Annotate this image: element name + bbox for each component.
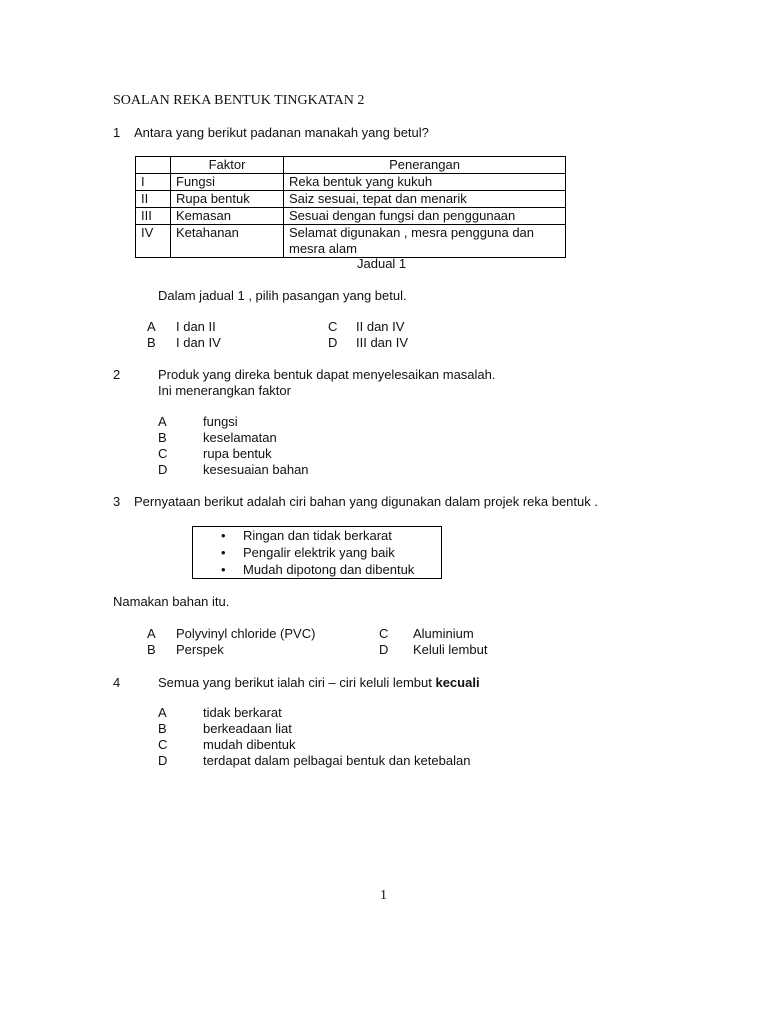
q3-option-text: Polyvinyl chloride (PVC) (176, 626, 316, 641)
q1-option-text: I dan II (176, 319, 216, 334)
bullet-list (193, 527, 441, 578)
table-header-cell: Faktor (171, 157, 284, 174)
q3-option-letter: B (147, 642, 156, 657)
q4-option-text: terdapat dalam pelbagai bentuk dan ketebalan (203, 753, 471, 768)
q3-option-letter: A (147, 626, 156, 641)
table-cell: Reka bentuk yang kukuh (284, 174, 566, 191)
q2-option-text: kesesuaian bahan (203, 462, 309, 477)
table-cell: Rupa bentuk (171, 191, 284, 208)
q4-option-letter: B (158, 721, 167, 736)
q1-option-letter: B (147, 335, 156, 350)
table-cell: Ketahanan (171, 225, 284, 258)
bullet-icon: • (221, 562, 226, 577)
q2-option-text: rupa bentuk (203, 446, 272, 461)
q2-option-text: keselamatan (203, 430, 277, 445)
table-header-cell (136, 157, 171, 174)
q4-option-letter: D (158, 753, 168, 768)
q4-text-main: Semua yang berikut ialah ciri – ciri keluli lembut (158, 675, 436, 690)
table-header-cell: Penerangan (284, 157, 566, 174)
table-cell: III (136, 208, 171, 225)
q3-number: 3 (113, 494, 121, 509)
q4-text-emphasis: kecuali (435, 675, 480, 690)
q2-text-line1: Produk yang direka bentuk dapat menyelesaikan masalah. (158, 367, 496, 382)
q4-option-text: mudah dibentuk (203, 737, 296, 752)
bullet-icon: • (221, 545, 226, 560)
q2-option-letter: D (158, 462, 168, 477)
table-caption: Jadual 1 (357, 256, 407, 271)
list-item (193, 561, 441, 578)
q1-option-letter: C (328, 319, 338, 334)
q3-option-letter: D (379, 642, 389, 657)
table-cell: Fungsi (171, 174, 284, 191)
list-item-text: Pengalir elektrik yang baik (243, 545, 395, 560)
list-item (193, 544, 441, 561)
q2-text-line2: Ini menerangkan faktor (158, 383, 291, 398)
q1-instruction: Dalam jadual 1 , pilih pasangan yang betul. (158, 288, 407, 303)
q2-option-letter: A (158, 414, 167, 429)
factor-table (135, 156, 566, 258)
q1-option-text: II dan IV (356, 319, 405, 334)
table-cell: Saiz sesuai, tepat dan menarik (284, 191, 566, 208)
q4-text (158, 675, 480, 691)
table-cell: IV (136, 225, 171, 258)
list-item-text: Ringan dan tidak berkarat (243, 528, 392, 543)
table-cell: II (136, 191, 171, 208)
list-item-text: Mudah dipotong dan dibentuk (243, 562, 415, 577)
q3-option-text: Keluli lembut (413, 642, 488, 657)
q1-number: 1 (113, 125, 121, 140)
table-row (136, 208, 566, 225)
q1-option-letter: A (147, 319, 156, 334)
q3-option-text: Perspek (176, 642, 224, 657)
q4-option-text: tidak berkarat (203, 705, 282, 720)
q2-option-text: fungsi (203, 414, 238, 429)
page-number: 1 (380, 888, 387, 903)
table-cell: Selamat digunakan , mesra pengguna dan mesra alam (284, 225, 566, 258)
table-cell: I (136, 174, 171, 191)
q3-option-letter: C (379, 626, 389, 641)
table-header-row (136, 157, 566, 174)
q1-option-letter: D (328, 335, 338, 350)
table-row (136, 174, 566, 191)
page-title: SOALAN REKA BENTUK TINGKATAN 2 (113, 93, 365, 108)
list-item (193, 527, 441, 544)
q3-text: Pernyataan berikut adalah ciri bahan yang digunakan dalam projek reka bentuk . (134, 494, 598, 509)
bullet-icon: • (221, 528, 226, 543)
table-row (136, 191, 566, 208)
table-cell: Kemasan (171, 208, 284, 225)
q2-option-letter: B (158, 430, 167, 445)
q2-number: 2 (113, 367, 121, 382)
q3-option-text: Aluminium (413, 626, 474, 641)
table-row (136, 225, 566, 258)
q1-option-text: III dan IV (356, 335, 409, 350)
q1-option-text: I dan IV (176, 335, 221, 350)
table-cell: Sesuai dengan fungsi dan penggunaan (284, 208, 566, 225)
q3-prompt: Namakan bahan itu. (113, 594, 230, 609)
q2-option-letter: C (158, 446, 168, 461)
q1-text: Antara yang berikut padanan manakah yang betul? (134, 125, 429, 140)
q4-option-letter: A (158, 705, 167, 720)
material-properties-box (192, 526, 442, 579)
q4-option-text: berkeadaan liat (203, 721, 292, 736)
q4-number: 4 (113, 675, 121, 690)
q4-option-letter: C (158, 737, 168, 752)
